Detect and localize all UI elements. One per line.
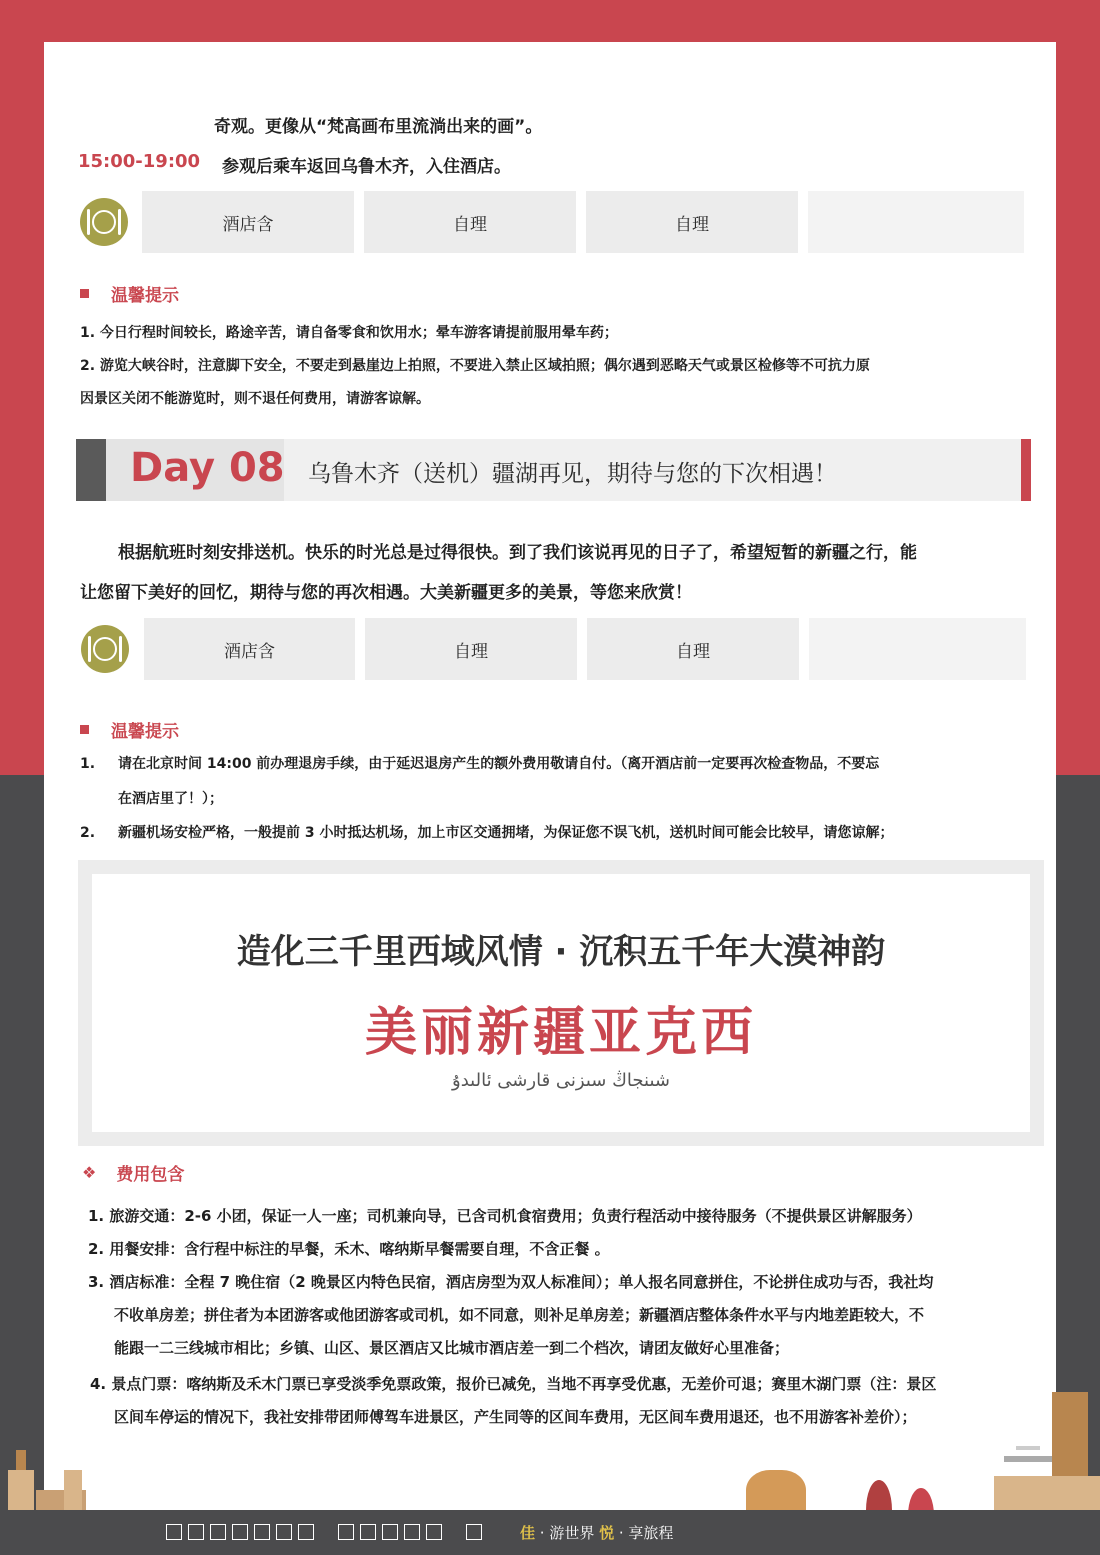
time-description: 参观后乘车返回乌鲁木齐，入住酒店。 [222,157,511,177]
minaret-top [16,1450,26,1470]
footer-text: · 游世界 [535,1524,600,1542]
tip-text-cont: 在酒店里了！）； [118,791,223,807]
fee-item: 1. 旅游交通：2-6 小团，保证一人一座；司机兼向导，已含司机食宿费用；负责行程活动中接待服务（不提供景区讲解服务） [88,1207,922,1225]
page-mark-icon [1016,1446,1040,1450]
footer-placeholder-glyphs [166,1524,320,1540]
fee-item: 区间车停运的情况下，我社安排带团师傅驾车进景区，产生同等的区间车费用，无区间车费用退还，也不用游客补差价）； [114,1408,917,1426]
fees-title: 费用包含 [116,1165,185,1185]
meal-breakfast: 酒店含 [142,191,354,253]
day-header-bar [76,439,1031,501]
footer-highlight: 佳 [520,1524,536,1542]
tip-text: 新疆机场安检严格，一般提前 3 小时抵达机场，加上市区交通拥堵，为保证您不误飞机，送机时间可能会比较早，请您谅解； [118,825,894,841]
fee-item: 4. 景点门票：喀纳斯及禾木门票已享受淡季免票政策，报价已减免，当地不再享受优惠，无差价可退；赛里木湖门票（注：景区 [90,1375,937,1393]
fee-item: 2. 用餐安排：含行程中标注的早餐，禾木、喀纳斯早餐需要自理，不含正餐 。 [88,1240,610,1258]
footer-text: · 享旅程 [614,1524,674,1542]
footer-highlight: 悦 [599,1524,615,1542]
meal-extra [808,191,1024,253]
footer-placeholder-glyphs [338,1524,448,1540]
meal-icon [80,198,128,246]
banner-slogan: 造化三千里西域风情 · 沉积五千年大漠神韵 [236,932,886,972]
time-label: 15:00-19:00 [78,151,201,172]
square-bullet-icon [80,725,89,734]
footer-placeholder-glyphs [466,1524,488,1540]
fee-item: 3. 酒店标准：全程 7 晚住宿（2 晚景区内特色民宿，酒店房型为双人标准间）；单人报名同意拼住，不论拼住成功与否，我社均 [88,1273,934,1291]
page-mark-icon [1004,1456,1052,1462]
meal-dinner: 自理 [587,618,799,680]
diamond-bullet-icon: ❖ [82,1163,97,1182]
tip-number: 2. [80,825,96,841]
meal-dinner: 自理 [586,191,798,253]
footer-slogan [520,1522,673,1543]
tip-item: 因景区关闭不能游览时，则不退任何费用，请游客谅解。 [80,391,430,407]
day-title: 乌鲁木齐（送机）疆湖再见，期待与您的下次相遇！ [308,461,837,487]
tips-header [80,717,179,742]
tips-title: 温馨提示 [111,286,179,306]
fee-item: 能跟一二三线城市相比；乡镇、山区、景区酒店又比城市酒店差一到二个档次，请团友做好心里准备； [114,1339,790,1357]
fees-header [82,1160,184,1185]
tip-number: 1. [80,756,96,772]
tips-title: 温馨提示 [111,722,179,742]
banner-title: 美丽新疆亚克西 [364,1003,757,1063]
banner-uyghur-text: شىنجاڭ سىزنى قارشى ئالىدۇ [452,1070,670,1091]
meal-breakfast: 酒店含 [144,618,355,680]
tip-item: 2. 游览大峡谷时，注意脚下安全，不要走到悬崖边上拍照，不要进入禁止区域拍照；偶尔遇到恶略天气或景区检修等不可抗力原 [80,358,870,374]
tips-header [80,281,179,306]
meal-lunch: 自理 [365,618,577,680]
tip-item: 1. 今日行程时间较长，路途辛苦，请自备零食和饮用水；晕车游客请提前服用晕车药； [80,325,618,341]
fee-item: 不收单房差；拼住者为本团游客或他团游客或司机，如不同意，则补足单房差；新疆酒店整体条件水平与内地差距较大，不 [114,1306,925,1324]
tip-text: 请在北京时间 14:00 前办理退房手续，由于延迟退房产生的额外费用敬请自付。（离开酒店前一定要再次检查物品，不要忘 [118,756,880,772]
day-description-line: 让您留下美好的回忆，期待与您的再次相遇。大美新疆更多的美景，等您来欣赏！ [80,583,692,603]
promo-banner [78,860,1044,1146]
meal-lunch: 自理 [364,191,576,253]
meal-icon [81,625,129,673]
day-label: Day 08 [130,445,285,491]
footer-bar [0,1510,1100,1555]
square-bullet-icon [80,289,89,298]
meal-extra [809,618,1026,680]
day-description-line: 根据航班时刻安排送机。快乐的时光总是过得很快。到了我们该说再见的日子了，希望短暂的新疆之行，能 [118,543,917,563]
continuation-text: 奇观。更像从“梵高画布里流淌出来的画”。 [214,117,543,137]
